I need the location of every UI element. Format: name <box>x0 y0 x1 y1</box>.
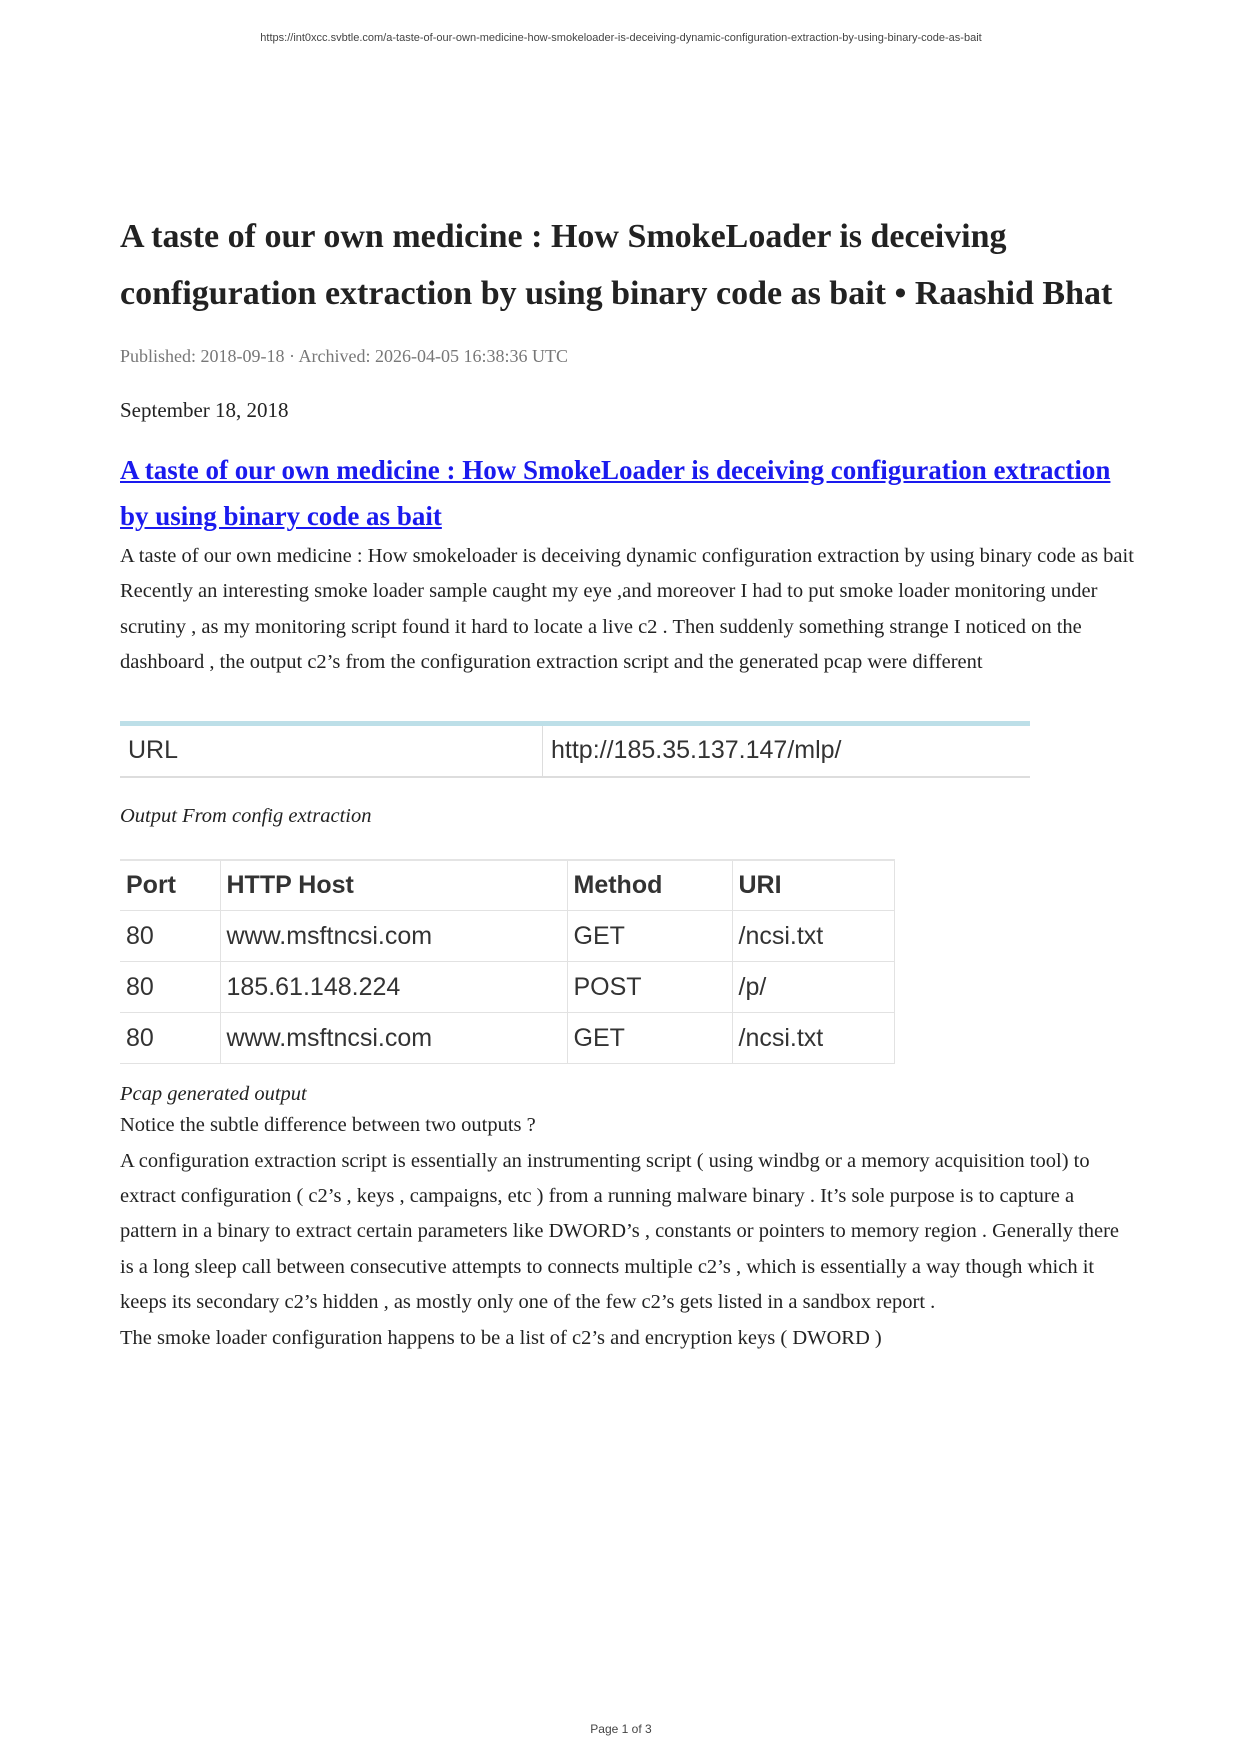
pcap-header-uri: URI <box>732 860 894 911</box>
pcap-figure-caption: Pcap generated output <box>120 1083 307 1106</box>
table-row <box>120 1013 894 1064</box>
table-row <box>120 962 894 1013</box>
pcap-header-host: HTTP Host <box>220 860 567 911</box>
page-number-footer: Page 1 of 3 <box>590 1722 652 1736</box>
post-date: September 18, 2018 <box>120 398 289 422</box>
explanation-paragraph: A configuration extraction script is essentially an instrumenting script ( using windbg or a memory acquisition tool) to extract configuration ( c2’s , keys , campaigns, etc ) from a running malware binary . It’s sole purpose is to capture a pattern in a binary to extract certain parameters like DWORD’s , constants or pointers to memory region . Generally there is a long sleep call between consecutive attempts to connects multiple c2’s , which is essentially a way though which it keeps its secondary c2’s hidden , as mostly only one of the few c2’s gets listed in a sandbox report . <box>120 1149 1120 1314</box>
intro-paragraph: Recently an interesting smoke loader sample caught my eye ,and moreover I had to put smoke loader monitoring under scrutiny , as my monitoring script found it hard to locate a live c2 . Then suddenly something strange I noticed on the dashboard , the output c2’s from the configuration extraction script and the generated pcap were different <box>120 580 1098 674</box>
post-heading <box>120 447 1135 539</box>
pcap-cell-port: 80 <box>120 1013 220 1064</box>
config-extraction-figure <box>120 721 1030 778</box>
table-row <box>120 911 894 962</box>
pcap-cell-port: 80 <box>120 962 220 1013</box>
pcap-cell-uri: /ncsi.txt <box>732 911 894 962</box>
post-title-link[interactable]: A taste of our own medicine : How SmokeLoader is deceiving configuration extraction by using binary code as bait <box>120 455 1111 531</box>
pcap-cell-port: 80 <box>120 911 220 962</box>
article <box>120 208 1135 1356</box>
pcap-cell-uri: /p/ <box>732 962 894 1013</box>
pcap-cell-host: 185.61.148.224 <box>220 962 567 1013</box>
pcap-cell-host: www.msftncsi.com <box>220 1013 567 1064</box>
pcap-header-method: Method <box>567 860 732 911</box>
publish-meta: Published: 2018-09-18 · Archived: 2026-04-05 16:38:36 UTC <box>120 346 568 366</box>
pcap-cell-method: GET <box>567 911 732 962</box>
pcap-cell-host: www.msftncsi.com <box>220 911 567 962</box>
article-subtitle-paragraph: A taste of our own medicine : How smokeloader is deceiving dynamic configuration extraction by using binary code as bait <box>120 545 1134 567</box>
pcap-header-row <box>120 860 894 911</box>
pcap-cell-method: GET <box>567 1013 732 1064</box>
pcap-header-port: Port <box>120 860 220 911</box>
pcap-cell-method: POST <box>567 962 732 1013</box>
pcap-cell-uri: /ncsi.txt <box>732 1013 894 1064</box>
page-url-header: https://int0xcc.svbtle.com/a-taste-of-our-own-medicine-how-smokeloader-is-deceiving-dynamic-configuration-extraction-by-using-binary-code-as-bait <box>260 32 982 44</box>
article-title: A taste of our own medicine : How SmokeLoader is deceiving configuration extraction by using binary code as bait • Raashid Bhat <box>120 218 1113 312</box>
pcap-table <box>120 859 895 1065</box>
notice-paragraph: Notice the subtle difference between two outputs ? <box>120 1114 536 1137</box>
config-note-paragraph: The smoke loader configuration happens to be a list of c2’s and encryption keys ( DWORD ) <box>120 1326 882 1349</box>
config-url-value: http://185.35.137.147/mlp/ <box>551 736 842 765</box>
config-figure-caption: Output From config extraction <box>120 804 372 827</box>
config-url-label: URL <box>120 726 543 776</box>
